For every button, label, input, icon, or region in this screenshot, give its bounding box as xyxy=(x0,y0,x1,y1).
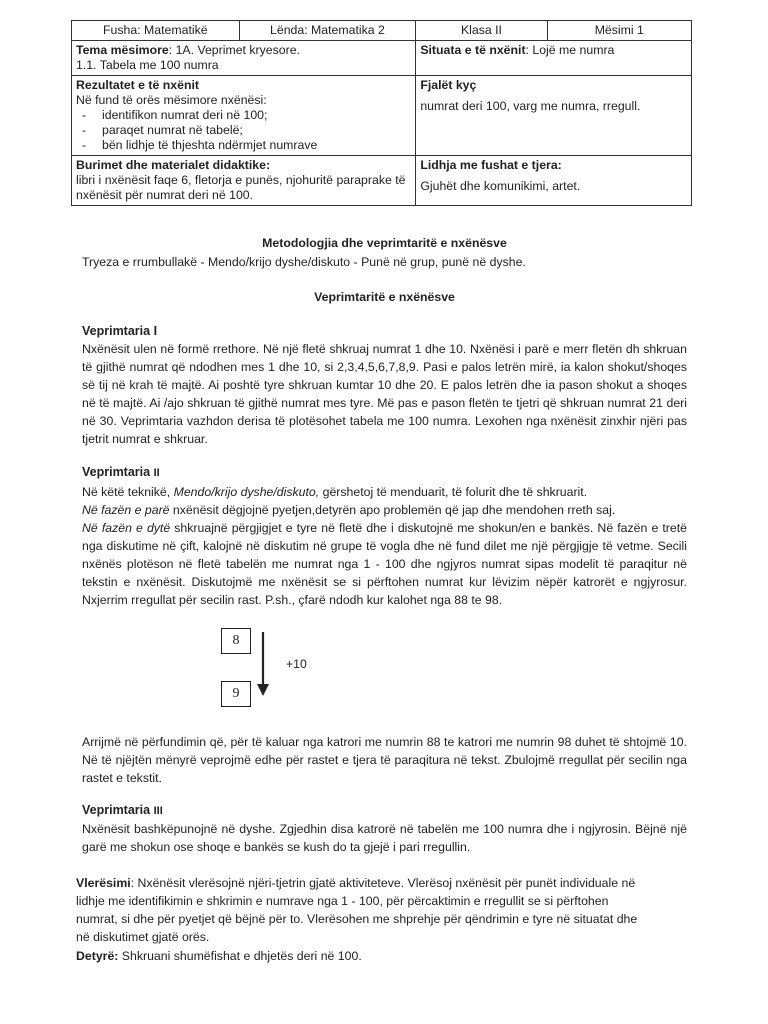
activity-2-p1 xyxy=(82,483,687,501)
links-cell xyxy=(416,156,692,206)
technique-name: Mendo/krijo dyshe/diskuto, xyxy=(173,485,320,499)
topic-value: : 1A. Veprimet kryesore. xyxy=(168,43,300,57)
outcomes-list xyxy=(76,108,411,153)
resources-label: Burimet dhe materialet didaktike: xyxy=(76,158,271,172)
homework-label: Detyrë: xyxy=(76,949,119,963)
outcomes-cell xyxy=(72,76,416,156)
assessment-label: Vlerësimi xyxy=(76,876,131,890)
activity-2-p1-c: gërshetoj të menduarit, të folurit dhe të shkruarit. xyxy=(319,485,588,499)
resources-cell xyxy=(72,156,416,206)
activity-2-title-text: Veprimtaria xyxy=(82,465,151,479)
methodology-title: Metodologjia dhe veprimtaritë e nxënësve xyxy=(262,236,507,250)
situation-value: : Lojë me numra xyxy=(525,43,615,57)
outcomes-intro: Në fund të orës mësimore nxënësi: xyxy=(76,93,267,107)
homework-text: Shkruani shumëfishat e dhjetës deri në 100. xyxy=(118,949,362,963)
phase-1-text: nxënësit dëgjojnë pyetjen,detyrën apo problemën që jap dhe mendohen rreth saj. xyxy=(169,503,616,517)
activities-title: Veprimtaritë e nxënësve xyxy=(314,290,455,304)
number-box-bottom: 9 xyxy=(221,681,251,707)
list-item: - bën lidhje të thjeshta ndërmjet numrave xyxy=(82,138,411,153)
homework-block xyxy=(76,947,681,965)
keywords-cell xyxy=(416,76,692,156)
class-cell: Klasa II xyxy=(416,21,547,41)
activity-1-title: Veprimtaria I xyxy=(82,324,158,338)
links-label: Lidhja me fushat e tjera: xyxy=(420,158,562,172)
activity-3-text: Nxënësit bashkëpunojnë në dyshe. Zgjedhin disa katrorë në tabelën me 100 numra dhe i ngjyrosin. Bëjnë një garë me shokun ose shoqe e bankës se kush do ta gjejë i pari rregullin. xyxy=(82,822,687,854)
activity-2-numeral: II xyxy=(153,467,160,479)
conclusion-text: Arrijmë në përfundimin që, për të kaluar nga katrori me numrin 88 te katrori me numrin 98 duhet të shtojmë 10. Në të njëjtën mënyrë veprojmë edhe për rastet e tjera të paraqitura në tekst. Zbulojmë rregullat për secilin nga rastet e tekstit. xyxy=(82,735,687,785)
assessment-block xyxy=(76,874,646,946)
activity-2-p3 xyxy=(82,519,687,609)
situation-cell xyxy=(416,41,692,76)
topic-line2: 1.1. Tabela me 100 numra xyxy=(76,58,219,72)
topic-cell xyxy=(72,41,416,76)
lesson-header-table xyxy=(71,20,692,206)
activity-3-numeral: III xyxy=(153,805,163,817)
phase-2-text: shkruajnë përgjigjet e tyre në fletë dhe i diskutojnë me shokun/en e bankës. Në fazën e tretë nga diskutime në çift, kalojnë në diskutim në grupe të vogla dhe në fund dilet me një përgjigje të vetme. Secili nxënës plotëson në fletë tabelën me numrat nga 1 - 100 dhe ngjyros numrat sipas modelit të paraqitur në tekstin e nxënësit. Diskutojmë me nxënësit se si përftohen numrat kur lëvizim nëpër katrorët e ngjyrosur. Nxjerrim rregullat për secilin rast. P.sh., çfarë ndodh kur kalohet nga 88 te 98. xyxy=(82,521,687,607)
situation-label: Situata e të nxënit xyxy=(420,43,526,57)
topic-label: Tema mësimore xyxy=(76,43,169,57)
activity-2-p2 xyxy=(82,501,687,519)
resources-value: libri i nxënësit faqe 6, fletorja e punës, njohuritë paraprake të nxënësit për numrat deri në 100. xyxy=(76,173,406,202)
list-item: - identifikon numrat deri në 100; xyxy=(82,108,411,123)
activity-3-title-text: Veprimtaria xyxy=(82,803,151,817)
subject-area-cell: Fusha: Matematikë xyxy=(72,21,240,41)
step-label: +10 xyxy=(286,657,307,671)
phase-1-label: Në fazën e parë xyxy=(82,503,170,517)
methodology-text: Tryeza e rrumbullakë - Mendo/krijo dyshe/diskuto - Punë në grup, punë në dyshe. xyxy=(82,255,526,269)
keywords-label: Fjalët kyç xyxy=(420,78,477,92)
activity-2-text xyxy=(82,483,687,609)
number-box-top: 8 xyxy=(221,628,251,654)
down-arrow-icon xyxy=(255,630,271,698)
list-item: - paraqet numrat në tabelë; xyxy=(82,123,411,138)
subject-cell: Lënda: Matematika 2 xyxy=(239,21,416,41)
assessment-text: : Nxënësit vlerësojnë njëri-tjetrin gjatë aktiviteteve. Vlerësoj nxënësit për punët individuale në lidhje me identifikimin e shkrimin e numrave nga 1 - 100, për përcaktimin e rregullit se si përftohen numrat, si dhe për pyetjet që bëjnë për to. Vlerësohen me shprehje për qëndrimin e tyre në situatat dhe në diskutimet gjatë orës. xyxy=(76,876,638,944)
outcomes-label: Rezultatet e të nxënit xyxy=(76,78,199,92)
activity-2-title xyxy=(82,465,160,479)
activity-2-p1-a: Në këtë teknikë, xyxy=(82,485,174,499)
phase-2-label: Në fazën e dytë xyxy=(82,521,171,535)
activity-3-title xyxy=(82,803,163,817)
keywords-value: numrat deri 100, varg me numra, rregull. xyxy=(420,99,641,113)
activity-1-text: Nxënësit ulen në formë rrethore. Në një fletë shkruaj numrat 1 dhe 10. Nxënësi i parë e merr fletën dh shkruan të gjithë numrat që ndodhen mes 1 dhe 10, si 2,3,4,5,6,7,8,9. Pasi e palos letrën mirë, ia kalon shokut/shoqes së tij në krah të majtë. Ai poshtë tyre shkruan kumtar 10 dhe 20. E palos letrën dhe ia pason shokut a shoqes në të majtë. Ai /ajo shkruan të gjithë numrat mes tyre. Më pas e pason fletën te tjetri që shkruan numrat 21 deri në 30. Veprimtaria vazhdon derisa të plotësohet tabela me 100 numra. Lexohen nga nxënësit zinxhir njëri pas tjetrit numrat e shkruar. xyxy=(82,342,687,446)
links-value: Gjuhët dhe komunikimi, artet. xyxy=(420,179,581,193)
lesson-number-cell: Mësimi 1 xyxy=(547,21,691,41)
